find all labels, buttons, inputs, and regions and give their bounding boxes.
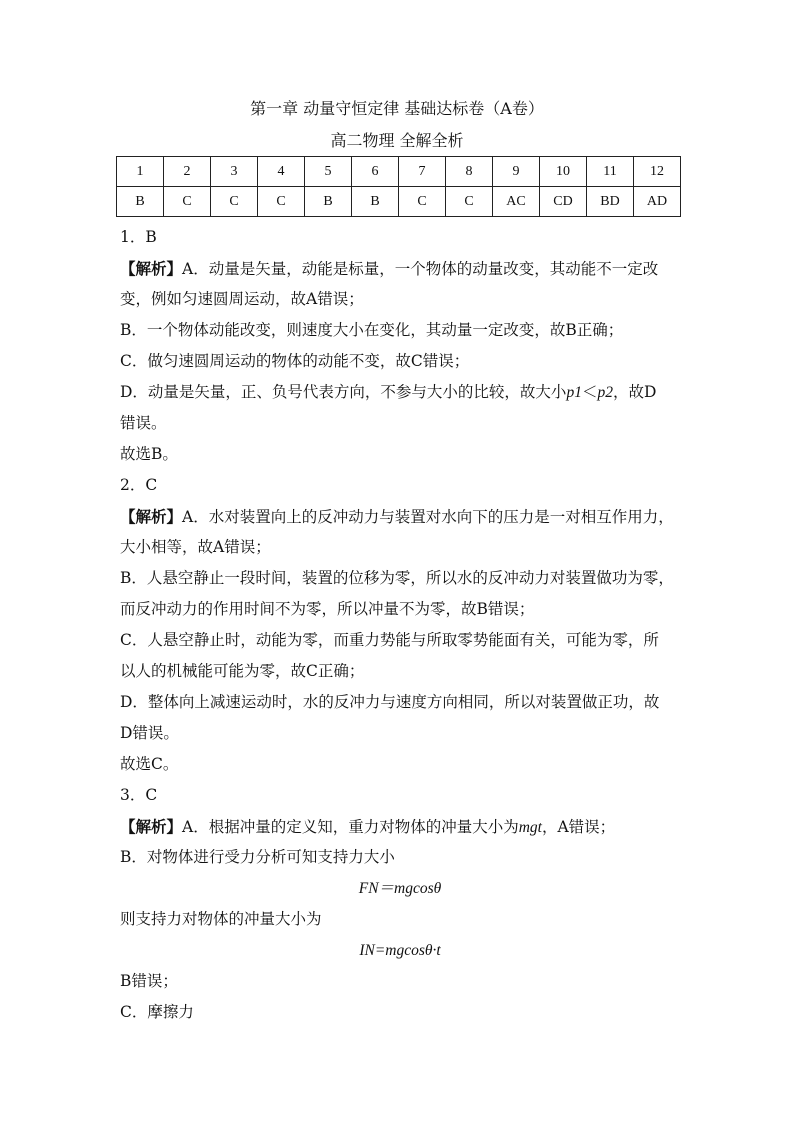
- table-cell: AD: [634, 187, 681, 217]
- table-cell: 4: [258, 157, 305, 187]
- solutions-body: [120, 222, 680, 1028]
- q2-option-c-line1: C．人悬空静止时，动能为零，而重力势能与所取零势能面有关，可能为零，所: [120, 631, 659, 649]
- q3-header: 3．C: [120, 786, 158, 804]
- q3-option-b-line2: 则支持力对物体的冲量大小为: [120, 910, 322, 928]
- q1-option-d-line2: 错误。: [120, 414, 167, 432]
- table-cell: BD: [587, 187, 634, 217]
- table-cell: C: [446, 187, 493, 217]
- table-cell: 12: [634, 157, 681, 187]
- q1-header: 1．B: [120, 228, 157, 246]
- q3-option-b-end: B错误；: [120, 972, 178, 990]
- table-cell: C: [211, 187, 258, 217]
- table-cell: B: [117, 187, 164, 217]
- table-cell: 7: [399, 157, 446, 187]
- q2-option-d-line2: D错误。: [120, 724, 179, 742]
- table-cell: 9: [493, 157, 540, 187]
- q2-header: 2．C: [120, 476, 158, 494]
- table-cell: B: [352, 187, 399, 217]
- table-cell: CD: [540, 187, 587, 217]
- q1-option-d-suffix: ，故D: [612, 383, 657, 401]
- page-subtitle: 高二物理 全解全析: [330, 131, 464, 150]
- q2-option-d-line1: D．整体向上减速运动时，水的反冲力与速度方向相同，所以对装置做正功，故: [120, 693, 660, 711]
- answer-table: [116, 156, 681, 217]
- table-cell: 5: [305, 157, 352, 187]
- q2-option-a-line2: 大小相等，故A错误；: [120, 538, 271, 556]
- q2-option-a-text: A．水对装置向上的反冲动力与装置对水向下的压力是一对相互作用力，: [182, 508, 674, 526]
- math-mgt: mgt: [518, 819, 542, 836]
- formula-normal-force: FN＝mgcosθ: [358, 880, 442, 897]
- formula-normal-impulse: IN=mgcosθ·t: [359, 942, 441, 959]
- table-cell: 1: [117, 157, 164, 187]
- math-p1: p1: [566, 384, 582, 401]
- table-cell: 3: [211, 157, 258, 187]
- q2-option-b-line2: 而反冲动力的作用时间不为零，所以冲量不为零，故B错误；: [120, 600, 535, 618]
- q1-conclusion: 故选B。: [120, 445, 178, 463]
- table-cell: C: [258, 187, 305, 217]
- table-cell: 8: [446, 157, 493, 187]
- q1-option-d-text: D．动量是矢量，正、负号代表方向，不参与大小的比较，故大小: [120, 383, 567, 401]
- q3-option-a-text: A．根据冲量的定义知，重力对物体的冲量大小为: [182, 818, 519, 836]
- q2-option-a-line1: [120, 501, 680, 532]
- q1-option-a-line1: [120, 253, 680, 284]
- table-cell: AC: [493, 187, 540, 217]
- answer-table-number-row: [117, 157, 681, 187]
- table-cell: 2: [164, 157, 211, 187]
- table-cell: 6: [352, 157, 399, 187]
- q3-option-a-suffix: ，A错误；: [541, 818, 616, 836]
- q3-option-a: [120, 811, 680, 842]
- math-p2: p2: [597, 384, 613, 401]
- table-cell: B: [305, 187, 352, 217]
- q3-option-c-line1: C．摩擦力: [120, 1003, 194, 1021]
- table-cell: C: [399, 187, 446, 217]
- analysis-tag: 【解析】: [120, 259, 183, 278]
- analysis-tag: 【解析】: [120, 507, 183, 526]
- page-title: 第一章 动量守恒定律 基础达标卷（A卷）: [250, 99, 544, 118]
- table-cell: C: [164, 187, 211, 217]
- q1-option-c: C．做匀速圆周运动的物体的动能不变，故C错误；: [120, 352, 470, 370]
- math-less-than: ＜: [581, 383, 598, 401]
- table-cell: 11: [587, 157, 634, 187]
- q3-option-b-line1: B．对物体进行受力分析可知支持力大小: [120, 848, 395, 866]
- q1-option-b: B．一个物体动能改变，则速度大小在变化，其动量一定改变，故B正确；: [120, 321, 624, 339]
- q1-option-a-line2: 变，例如匀速圆周运动，故A错误；: [120, 290, 364, 308]
- analysis-tag: 【解析】: [120, 817, 183, 836]
- q2-conclusion: 故选C。: [120, 755, 179, 773]
- q1-option-a-text: A．动量是矢量，动能是标量，一个物体的动量改变，其动能不一定改: [182, 260, 659, 278]
- answer-table-answer-row: [117, 187, 681, 217]
- q2-option-b-line1: B．人悬空静止一段时间，装置的位移为零，所以水的反冲动力对装置做功为零，: [120, 569, 674, 587]
- q2-option-c-line2: 以人的机械能可能为零，故C正确；: [120, 662, 365, 680]
- q1-option-d-line1: [120, 377, 680, 408]
- table-cell: 10: [540, 157, 587, 187]
